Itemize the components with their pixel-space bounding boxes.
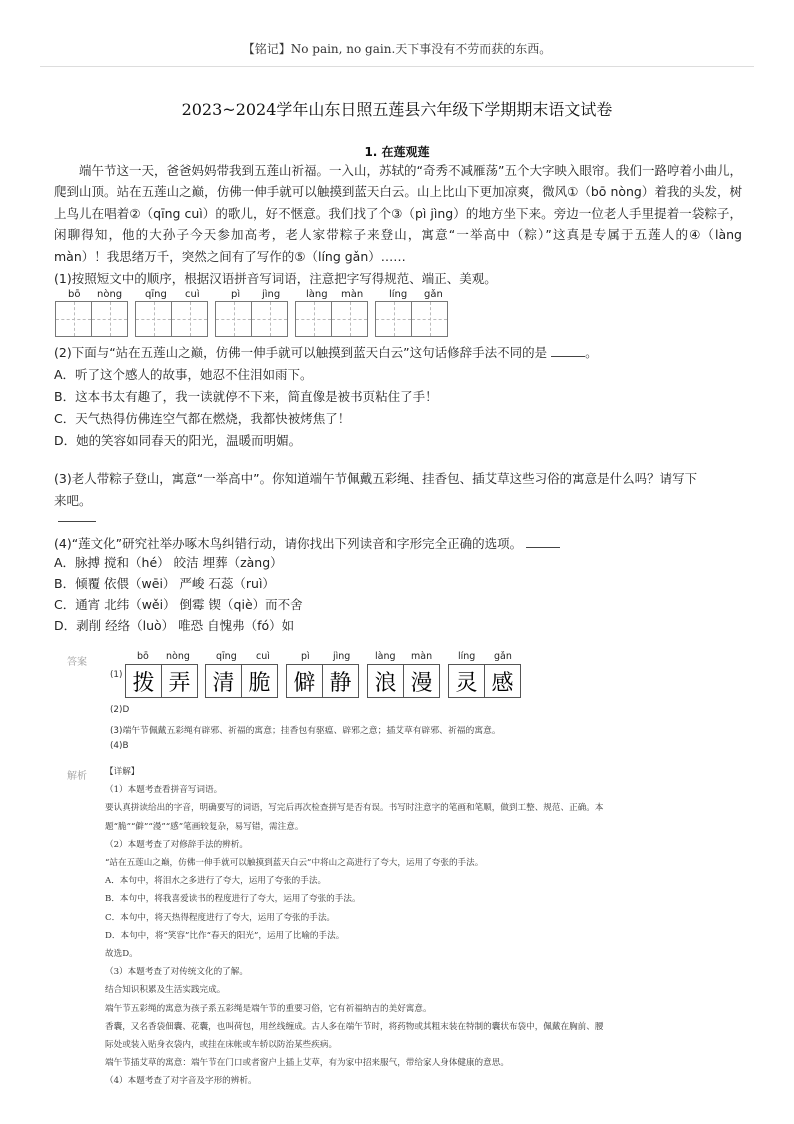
answer-blank[interactable] [551, 344, 585, 357]
answer-char: 灵 [448, 664, 485, 698]
option-a: A．听了这个感人的故事，她忍不住泪如雨下。 [54, 367, 313, 382]
pinyin-label: nòng [97, 289, 123, 300]
answer-char: 僻 [286, 664, 323, 698]
answer-char: 静 [322, 664, 359, 698]
answer-blank[interactable] [526, 535, 560, 548]
question-3-prompt: (3)老人带粽子登山，寓意“一举高中”。你知道端午节佩戴五彩绳、挂香包、插艾草这些习俗的寓意是什么吗？请写下 [54, 471, 698, 486]
analysis-line: 要认真拼读给出的字音，明确要写的词语，写完后再次检查拼写是否有误。书写时注意字的笔画和笔顺，做到工整、规范、正确。本 [105, 803, 604, 814]
answer-4: (4)B [110, 741, 129, 751]
analysis-line: B．本句中，将我喜爱读书的程度进行了夸大，运用了夸张的手法。 [105, 894, 361, 905]
writing-cell[interactable] [135, 301, 172, 337]
pinyin-label: màn [411, 651, 433, 662]
answer-char: 感 [484, 664, 521, 698]
pinyin-label: qīng [216, 651, 237, 662]
answer-char: 漫 [403, 664, 440, 698]
question-title: 1. 在莲观莲 [364, 145, 430, 159]
option-d: D．她的笑容如同春天的阳光，温暖而明媚。 [54, 433, 302, 448]
analysis-line: 题“脆”“僻”“漫”“感”笔画较复杂，易写错，需注意。 [105, 821, 304, 832]
pinyin-label: líng [389, 289, 408, 300]
writing-grid-5 [375, 301, 447, 337]
answer-1-label: (1) [110, 670, 123, 680]
pinyin-label: làng [375, 651, 396, 662]
answer-blank[interactable] [58, 521, 96, 522]
option-a: A．脉搏 搅和（hé） 皎洁 埋葬（zàng） [54, 555, 283, 570]
option-b: B．这本书太有趣了，我一读就停不下来，简直像是被书页粘住了手！ [54, 389, 438, 404]
pinyin-label: líng [458, 651, 476, 662]
passage-text: 端午节这一天，爸爸妈妈带我到五莲山祈福。一入山，苏轼的“奇秀不减雁荡”五个大字映入眼帘。我们一路哼着小曲儿，爬到山顶。站在五莲山之巅，仿佛一伸手就可以触摸到蓝天白云。山上比山下更加凉爽，微风①（bō nòng）着我的头发，树上鸟儿在唱着②（qīng cuì）的歌儿，好不惬意。我们找了个③（pì jìng）的地方坐下来。旁边一位老人手里提着一袋粽子，闲聊得知，他的大孙子今天参加高考，老人家带粽子来登山，寓意“一举高中（粽）”这真是专属于五莲人的④（làng màn）！我思绪万千，突然之间有了写作的⑤（líng gǎn）…… [54, 163, 742, 264]
analysis-line: 端午节五彩绳的寓意为孩子系五彩绳是端午节的重要习俗，它有祈福纳吉的美好寓意。 [105, 1003, 432, 1014]
header-motto: 【铭记】No pain, no gain.天下事没有不劳而获的东西。 [242, 42, 552, 56]
pinyin-label: cuì [256, 651, 270, 662]
analysis-line: 香囊，又名香袋佃囊、花囊，也叫荷包，用丝线缠成。古人多在端午节时，将药物或其粗末装在特制的囊状布袋中，佩戴在胸前、腰 [105, 1021, 604, 1032]
pinyin-label: cuì [185, 289, 200, 300]
pinyin-label: jìng [262, 289, 281, 300]
analysis-line: （1）本题考查看拼音写词语。 [105, 785, 223, 796]
analysis-line: A．本句中，将泪水之多进行了夸大，运用了夸张的手法。 [105, 876, 327, 887]
analysis-line: “站在五莲山之巅，仿佛一伸手就可以触摸到蓝天白云”中将山之高进行了夸大，运用了夸张的手法。 [105, 858, 484, 869]
writing-cell[interactable] [215, 301, 252, 337]
writing-cell[interactable] [411, 301, 448, 337]
writing-cell[interactable] [55, 301, 92, 337]
writing-grid-1 [55, 301, 127, 337]
answer-grid-5 [448, 664, 520, 698]
writing-cell[interactable] [331, 301, 368, 337]
writing-cell[interactable] [251, 301, 288, 337]
pinyin-label: bō [68, 289, 81, 300]
reading-passage [54, 160, 742, 267]
pinyin-label: nòng [166, 651, 190, 662]
writing-grid-3 [215, 301, 287, 337]
answer-char: 清 [205, 664, 242, 698]
option-c: C．天气热得仿佛连空气都在燃烧，我都快被烤焦了！ [54, 411, 351, 426]
pinyin-label: làng [306, 289, 328, 300]
writing-grid-2 [135, 301, 207, 337]
question-4-text: (4)“莲文化”研究社举办啄木鸟纠错行动，请你找出下列读音和字形完全正确的选项。 [54, 536, 523, 551]
option-b: B．倾覆 依偎（wēi） 严峻 石蕊（ruì） [54, 576, 275, 591]
writing-cell[interactable] [295, 301, 332, 337]
analysis-line: 【详解】 [105, 767, 140, 777]
pinyin-label: màn [341, 289, 364, 300]
pinyin-label: gǎn [494, 651, 512, 662]
pinyin-label: qīng [145, 289, 167, 300]
pinyin-label: pì [231, 289, 241, 300]
analysis-line: 际处或装入贴身衣袋内，或挂在床帐或车轿以防治某些疾病。 [105, 1040, 338, 1051]
answer-grid-1 [125, 664, 197, 698]
pinyin-label: gǎn [424, 289, 443, 300]
answer-char: 拨 [125, 664, 162, 698]
question-4-prompt [54, 534, 560, 552]
question-3-prompt-cont: 来吧。 [54, 493, 92, 508]
question-2-end: 。 [585, 345, 598, 360]
analysis-line: （2）本题考查了对修辞手法的辨析。 [105, 839, 248, 850]
pinyin-label: bō [137, 651, 149, 662]
answer-char: 浪 [367, 664, 404, 698]
writing-cell[interactable] [171, 301, 208, 337]
analysis-line: 故选D。 [105, 949, 138, 960]
option-d: D．剥削 经络（luò） 唯恐 自愧弗（fó）如 [54, 618, 295, 633]
page-title: 2023~2024学年山东日照五莲县六年级下学期期末语文试卷 [181, 100, 613, 119]
analysis-line: 端午节插艾草的寓意：端午节在门口或者窗户上插上艾草，有为家中招来服气，带给家人身体健康的意思。 [105, 1058, 509, 1069]
header-divider [40, 66, 754, 67]
writing-cell[interactable] [91, 301, 128, 337]
answer-grid-2 [205, 664, 277, 698]
analysis-body [105, 763, 745, 1091]
question-1-prompt: (1)按照短文中的顺序，根据汉语拼音写词语，注意把字写得规范、端正、美观。 [54, 271, 497, 286]
option-c: C．通宵 北纬（wěi） 倒霉 锲（qiè）而不舍 [54, 597, 303, 612]
answer-2: (2)D [110, 705, 130, 715]
analysis-label: 解析 [67, 771, 87, 782]
analysis-line: （3）本题考查了对传统文化的了解。 [105, 967, 248, 978]
answer-grid-4 [367, 664, 439, 698]
answer-char: 脆 [241, 664, 278, 698]
pinyin-label: jìng [333, 651, 351, 662]
question-2-prompt [54, 343, 598, 361]
analysis-line: C．本句中，将天热得程度进行了夸大，运用了夸张的手法。 [105, 912, 336, 923]
analysis-line: （4）本题考查了对字音及字形的辨析。 [105, 1076, 257, 1087]
question-2-text: (2)下面与“站在五莲山之巅，仿佛一伸手就可以触摸到蓝天白云”这句话修辞手法不同的是 [54, 345, 548, 360]
writing-cell[interactable] [375, 301, 412, 337]
answer-label: 答案 [67, 657, 87, 668]
answer-char: 弄 [161, 664, 198, 698]
answer-3: (3)端午节佩戴五彩绳有辟邪、祈福的寓意；挂香包有驱瘟、辟邪之意；插艾草有辟邪、祈福的寓意。 [110, 726, 501, 736]
writing-grid-4 [295, 301, 367, 337]
pinyin-label: pì [301, 651, 310, 662]
analysis-line: 结合知识积累及生活实践完成。 [105, 985, 226, 996]
analysis-line: D．本句中，将“笑容”比作“春天的阳光”，运用了比喻的手法。 [105, 930, 345, 941]
answer-grid-3 [286, 664, 358, 698]
